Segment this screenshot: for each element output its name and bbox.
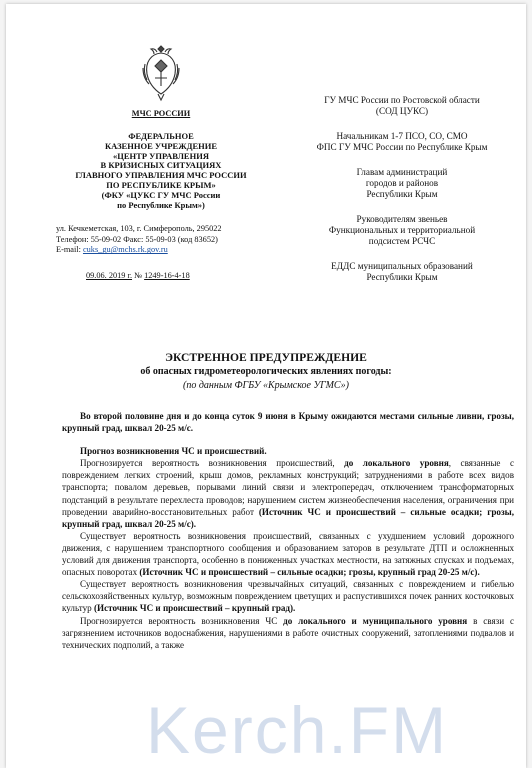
recipient-item bbox=[286, 214, 518, 247]
org-line: В КРИЗИСНЫХ СИТУАЦИЯХ bbox=[100, 160, 222, 171]
email-link[interactable]: cuks_gu@mchs.rk.gov.ru bbox=[82, 245, 168, 255]
bold-run: (Источник ЧС и происшествий – крупный град). bbox=[94, 603, 296, 614]
document-subtitle: об опасных гидрометеорологических явлениях погоды: bbox=[140, 366, 392, 377]
recipient-line: Главам администраций bbox=[356, 167, 448, 177]
section-heading: Прогноз возникновения ЧС и происшествий. bbox=[80, 446, 267, 457]
org-line: «ЦЕНТР УПРАВЛЕНИЯ bbox=[113, 150, 209, 161]
recipient-line: Функциональных и территориальной bbox=[328, 225, 476, 235]
contact-details bbox=[50, 224, 272, 256]
recipient-item bbox=[286, 131, 518, 153]
recipient-item bbox=[286, 167, 518, 200]
text-run: Прогнозируется вероятность возникновения ЧС bbox=[80, 615, 284, 626]
sender-block bbox=[50, 40, 272, 280]
document-body bbox=[62, 410, 514, 651]
recipient-line: Начальникам 1-7 ПСО, СО, СМО bbox=[336, 131, 468, 141]
recipient-line: подсистем РСЧС bbox=[368, 236, 436, 246]
watermark: Kerch.FM bbox=[146, 693, 449, 767]
date-number-line bbox=[50, 271, 272, 280]
org-line: (ФКУ «ЦУКС ГУ МЧС России bbox=[101, 189, 221, 200]
document-page bbox=[6, 4, 526, 768]
recipient-line: Республики Крым bbox=[366, 189, 438, 199]
email-label: E-mail: bbox=[56, 245, 81, 255]
org-line: по Республике Крым») bbox=[117, 199, 205, 210]
forecast-paragraphs bbox=[62, 457, 514, 651]
bold-run: (Источник ЧС и происшествий – сильные осадки; грозы, крупный град 20-25 м/с). bbox=[139, 567, 480, 578]
bold-run: до локального и муниципального уровня bbox=[283, 615, 468, 626]
recipient-line: ЕДДС муниципальных образований bbox=[331, 261, 473, 271]
recipient-line: ГУ МЧС России по Ростовской области bbox=[324, 95, 480, 105]
lead-paragraph: Во второй половине дня и до конца суток 9 июня в Крыму ожидаются местами сильные ливни, грозы, крупный град, шквал 20-25 м/с. bbox=[62, 411, 514, 434]
bold-run: до локального уровня bbox=[344, 458, 449, 469]
document-title: ЭКСТРЕННОЕ ПРЕДУПРЕЖДЕНИЕ bbox=[165, 351, 367, 364]
mchs-emblem-icon bbox=[141, 40, 181, 104]
org-line: ГЛАВНОГО УПРАВЛЕНИЯ МЧС РОССИИ bbox=[75, 170, 247, 181]
body-paragraph bbox=[62, 615, 514, 651]
recipient-item bbox=[286, 261, 518, 283]
recipient-item bbox=[286, 95, 518, 117]
address: ул. Кечкеметская, 103, г. Симферополь, 295022 bbox=[56, 224, 222, 234]
agency-short-name: МЧС РОССИИ bbox=[131, 109, 191, 118]
email-line bbox=[56, 245, 272, 256]
recipient-line: городов и районов bbox=[365, 178, 439, 188]
number-label: № bbox=[134, 270, 143, 280]
recipient-line: ФПС ГУ МЧС России по Республике Крым bbox=[316, 142, 488, 152]
document-number: 1249-16-4-18 bbox=[144, 270, 190, 280]
text-run: в связи с загрязнением источников водоснабжения, нарушениями в работе очистных сооружений, затоплениями подвалов и технических подполий, а также bbox=[62, 615, 514, 650]
text-run: Существует вероятность возникновения чрезвычайных ситуаций, связанных с повреждением и гибелью сельскохозяйственных культур, возможным повреждением цветущих и распустившихся почек ранних косточковых культур bbox=[62, 579, 514, 614]
bold-run: (Источник ЧС и происшествий – сильные осадки; грозы, крупный град, шквал 20-25 м/с). bbox=[62, 506, 514, 529]
document-date: 09.06. 2019 г. bbox=[86, 270, 133, 280]
body-paragraph bbox=[62, 578, 514, 614]
org-line: ФЕДЕРАЛЬНОЕ bbox=[128, 131, 194, 141]
org-line: КАЗЕННОЕ УЧРЕЖДЕНИЕ bbox=[104, 140, 218, 151]
body-paragraph bbox=[62, 457, 514, 530]
recipient-line: Руководителям звеньев bbox=[356, 214, 448, 224]
org-line: ПО РЕСПУБЛИКЕ КРЫМ» bbox=[106, 179, 216, 190]
recipients-block bbox=[286, 95, 518, 297]
recipient-line: Республики Крым bbox=[366, 272, 438, 282]
text-run: , связанные с повреждением легких строений, крыш домов, рекламных конструкций; затруднениями в работе всех видов транспорта; повалом деревьев, порывами линий связи и электропередач, отключением трансформаторных подстанций в результате перехлеста проводов; нарушением систем жизнеобеспечения населения, ограничения при проведении аварийно-восстановительных работ bbox=[62, 458, 514, 517]
text-run: Существует вероятность возникновения происшествий, связанных с ухудшением условий дорожного движения, с нарушением транспортного сообщения и образованием заторов в результате ДТП и осложненных условий для движения транспорта, особенно в пониженных участках местности, на затяжных спусках и подъемах, опасных поворотах bbox=[62, 530, 514, 578]
recipient-line: (СОД ЦУКС) bbox=[375, 106, 429, 116]
body-paragraph bbox=[62, 530, 514, 578]
phone-fax: Телефон: 55-09-02 Факс: 55-09-03 (код 83652) bbox=[56, 234, 218, 244]
organization-name bbox=[50, 132, 272, 210]
text-run: Прогнозируется вероятность возникновения происшествий, bbox=[80, 458, 345, 469]
data-source: (по данным ФГБУ «Крымское УГМС») bbox=[183, 380, 349, 391]
